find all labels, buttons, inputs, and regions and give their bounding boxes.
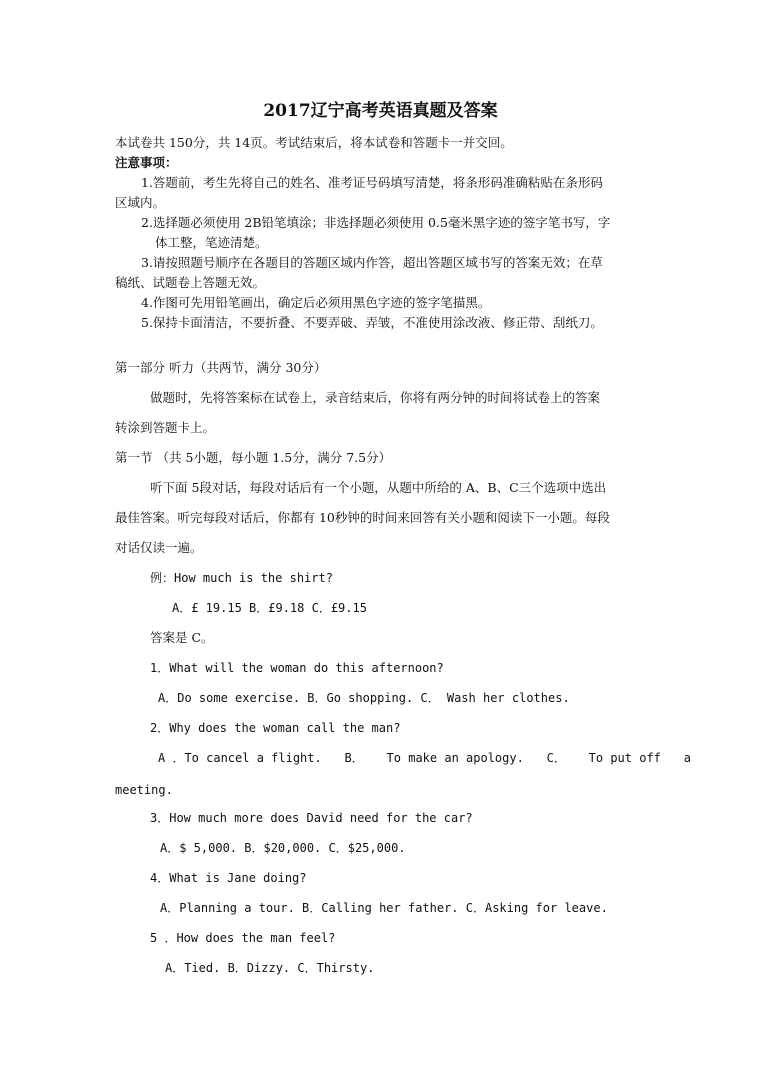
part1-instruction: 做题时，先将答案标在试卷上，录音结束后，你将有两分钟的时间将试卷上的答案 [150, 390, 601, 405]
q2-option-b: To make an apology. [386, 751, 524, 765]
question-5: 5 ．How does the man feel? [150, 931, 336, 945]
notice-heading: 注意事项： [115, 155, 178, 170]
note-3: 3.请按照题号顺序在各题目的答题区域内作答，超出答题区域书写的答案无效；在草 [141, 255, 603, 270]
q2-option-c-label: C． [546, 751, 566, 765]
section1-instruction: 听下面 5段对话，每段对话后有一个小题，从题中所给的 A、B、C三个选项中选出 [150, 480, 607, 495]
note-4: 4.作图可先用铅笔画出，确定后必须用黑色字迹的签字笔描黑。 [141, 295, 491, 310]
q2-option-b-label: B． [344, 751, 364, 765]
section1-instruction-cont: 最佳答案。听完每段对话后，你都有 10秒钟的时间来回答有关小题和阅读下一小题。每段 [115, 510, 610, 525]
note-2-cont: 体工整，笔迹清楚。 [155, 235, 268, 250]
q2-option-a: A ．To cancel a flight. [158, 751, 322, 765]
question-4-options: A．Planning a tour. B．Calling her father. C．Asking for leave. [160, 901, 608, 915]
section1-heading: 第一节 （共 5小题，每小题 1.5分，满分 7.5分） [115, 450, 392, 465]
note-1-cont: 区域内。 [115, 195, 166, 210]
section1-instruction-end: 对话仅读一遍。 [115, 540, 203, 555]
question-3-options: A．$ 5,000. B．$20,000. C．$25,000. [160, 841, 406, 855]
question-4: 4．What is Jane doing? [150, 871, 307, 885]
question-1: 1．What will the woman do this afternoon? [150, 661, 444, 675]
q2-option-c-tail: a [683, 751, 691, 765]
part1-heading: 第一部分 听力（共两节，满分 30分） [115, 360, 327, 375]
note-1: 1.答题前，考生先将自己的姓名、准考证号码填写清楚，将条形码准确粘贴在条形码 [141, 175, 603, 190]
example-answer: 答案是 C。 [150, 630, 214, 645]
question-2-options-cont: meeting. [115, 783, 173, 797]
question-2: 2．Why does the woman call the man? [150, 721, 401, 735]
question-1-options: A．Do some exercise. B．Go shopping. C． Wash her clothes. [158, 691, 570, 705]
note-3-cont: 稿纸、试题卷上答题无效。 [115, 275, 266, 290]
page-title: 2017辽宁高考英语真题及答案 [263, 101, 498, 121]
question-2-options [158, 750, 691, 766]
q2-option-c: To put off [588, 751, 661, 765]
intro-text: 本试卷共 150分，共 14页。考试结束后，将本试卷和答题卡一并交回。 [115, 135, 513, 150]
note-5: 5.保持卡面清洁，不要折叠、不要弄破、弄皱，不准使用涂改液、修正带、刮纸刀。 [141, 315, 603, 330]
example-question: 例：How much is the shirt? [150, 571, 333, 585]
note-2: 2.选择题必须使用 2B铅笔填涂；非选择题必须使用 0.5毫米黑字迹的签字笔书写，字 [141, 215, 611, 230]
question-5-options: A．Tied. B．Dizzy. C．Thirsty. [165, 961, 375, 975]
part1-instruction-cont: 转涂到答题卡上。 [115, 420, 216, 435]
question-3: 3．How much more does David need for the car? [150, 811, 473, 825]
example-options: A．£ 19.15 B．£9.18 C．£9.15 [172, 601, 367, 615]
